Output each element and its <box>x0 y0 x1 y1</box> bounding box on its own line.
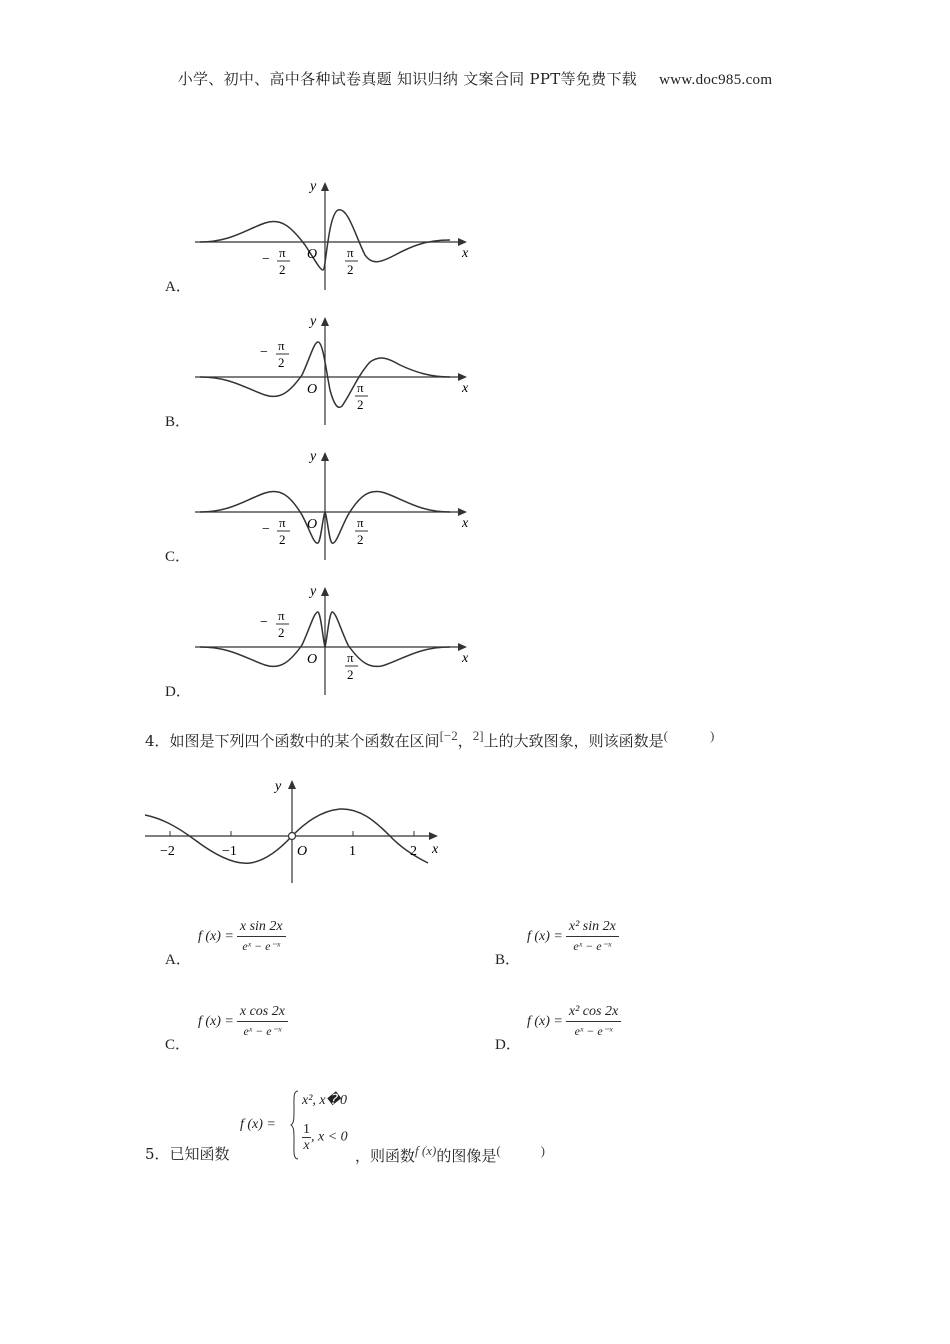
formula-denominator: eˣ − e⁻ˣ <box>573 939 612 953</box>
option-formula <box>527 918 619 955</box>
frac-den: 2 <box>278 625 285 640</box>
header-url: www.doc985.com <box>659 72 773 88</box>
text-middle: ，则函数 <box>355 1147 416 1165</box>
option-letter: D． <box>165 684 191 700</box>
answer-paren-open: ( <box>663 728 668 743</box>
x-label: x <box>462 651 469 666</box>
origin-label: O <box>307 517 318 532</box>
q3-option-a[interactable] <box>160 175 490 300</box>
question-text-after: 上的大致图象，则该函数是 <box>483 732 664 750</box>
y-axis-arrow <box>321 317 329 326</box>
graph-b <box>190 310 490 435</box>
option-letter: A． <box>165 952 191 968</box>
option-letter: B． <box>165 414 191 430</box>
graph-d <box>190 580 490 705</box>
option-formula <box>198 1003 288 1040</box>
formula-lhs: f (x) = <box>198 1013 234 1029</box>
text-after: 的图像是 <box>436 1147 497 1165</box>
frac-den-pos: 2 <box>357 532 364 547</box>
open-point-origin <box>289 833 296 840</box>
formula-numerator: x cos 2x <box>237 1003 288 1022</box>
question-number: 5． <box>145 1145 170 1163</box>
option-letter: B． <box>495 952 521 968</box>
case-2 <box>302 1122 348 1153</box>
option-formula <box>527 1003 621 1040</box>
graph-a <box>190 175 490 300</box>
option-letter: C． <box>165 1037 191 1053</box>
interval-comma: ， <box>457 732 473 750</box>
pi-num: π <box>278 338 285 353</box>
pi-num-pos: π <box>357 515 364 530</box>
case-2-denominator: x <box>303 1138 310 1153</box>
page-header <box>0 68 950 89</box>
option-formula <box>198 918 286 955</box>
y-label: y <box>310 449 317 464</box>
formula-numerator: x² cos 2x <box>566 1003 621 1022</box>
pi-num: π <box>279 245 286 260</box>
y-label: y <box>275 779 282 794</box>
x-axis-arrow <box>458 508 467 516</box>
formula-denominator: eˣ − e⁻ˣ <box>242 939 281 953</box>
question-5-stem <box>145 1085 845 1165</box>
x-axis-arrow <box>429 832 438 840</box>
answer-paren-open: ( <box>496 1143 501 1158</box>
frac-den-pos: 2 <box>347 667 354 682</box>
q3-option-d[interactable] <box>160 580 490 705</box>
x-label: x <box>462 516 469 531</box>
question-4-stem <box>145 728 845 751</box>
origin-label: O <box>307 652 318 667</box>
x-label: x <box>462 246 469 261</box>
y-label: y <box>310 314 317 329</box>
piecewise-lhs: f (x) = <box>240 1117 276 1132</box>
formula-numerator: x sin 2x <box>237 918 286 937</box>
formula-lhs: f (x) = <box>527 928 563 944</box>
q3-option-b[interactable] <box>160 310 490 435</box>
neg-sign: − <box>260 345 268 360</box>
left-brace <box>290 1089 300 1161</box>
x-label: x <box>462 381 469 396</box>
option-letter: C． <box>165 549 191 565</box>
header-text: 小学、初中、高中各种试卷真题 知识归纳 文案合同 PPT等免费下载 <box>177 70 638 88</box>
case-2-numerator: 1 <box>303 1122 310 1137</box>
neg-sign: − <box>262 522 270 537</box>
frac-den-pos: 2 <box>357 397 364 412</box>
formula-denominator: eˣ − e⁻ˣ <box>243 1024 282 1038</box>
case-2-condition: , x < 0 <box>311 1129 348 1145</box>
question-text-rest <box>355 1143 545 1166</box>
tick-label-2: 2 <box>410 844 417 859</box>
pi-num-pos: π <box>357 380 364 395</box>
y-axis-arrow <box>321 587 329 596</box>
answer-paren-close: ) <box>709 728 715 743</box>
pi-num-pos: π <box>347 245 354 260</box>
frac-den: 2 <box>279 532 286 547</box>
piecewise-function <box>240 1089 360 1164</box>
interval-right: 2] <box>472 728 484 743</box>
tick-label-1: 1 <box>349 844 356 859</box>
question-text: 已知函数 <box>169 1145 230 1163</box>
tick-label-neg2: −2 <box>160 844 175 859</box>
neg-sign: − <box>262 252 270 267</box>
frac-den: 2 <box>278 355 285 370</box>
question-number: 4． <box>145 732 170 750</box>
tick-label-neg1: −1 <box>222 844 237 859</box>
neg-sign: − <box>260 615 268 630</box>
y-axis-arrow <box>288 780 296 789</box>
x-label: x <box>432 842 439 857</box>
y-axis-arrow <box>321 182 329 191</box>
q3-option-c[interactable] <box>160 445 490 570</box>
x-axis-arrow <box>458 238 467 246</box>
origin-label: O <box>297 844 308 859</box>
question-4-graph <box>140 775 450 890</box>
formula-numerator: x² sin 2x <box>566 918 619 937</box>
question-text: 如图是下列四个函数中的某个函数在区间 <box>169 732 440 750</box>
answer-paren-close: ) <box>540 1143 546 1158</box>
origin-label: O <box>307 382 318 397</box>
case-1: x², x�0 <box>302 1093 347 1108</box>
option-letter: A． <box>165 279 191 295</box>
graph-c <box>190 445 490 570</box>
fx-inline: f (x) <box>415 1143 437 1158</box>
origin-label: O <box>307 247 318 262</box>
pi-num: π <box>279 515 286 530</box>
y-label: y <box>310 179 317 194</box>
formula-lhs: f (x) = <box>198 928 234 944</box>
option-letter: D． <box>495 1037 521 1053</box>
y-axis-arrow <box>321 452 329 461</box>
formula-lhs: f (x) = <box>527 1013 563 1029</box>
y-label: y <box>310 584 317 599</box>
question-number-and-text <box>145 1143 230 1164</box>
formula-denominator: eˣ − e⁻ˣ <box>574 1024 613 1038</box>
frac-den: 2 <box>279 262 286 277</box>
pi-num-pos: π <box>347 650 354 665</box>
pi-num: π <box>278 608 285 623</box>
x-axis-arrow <box>458 373 467 381</box>
x-axis-arrow <box>458 643 467 651</box>
frac-den-pos: 2 <box>347 262 354 277</box>
interval-left: [−2 <box>439 728 458 743</box>
